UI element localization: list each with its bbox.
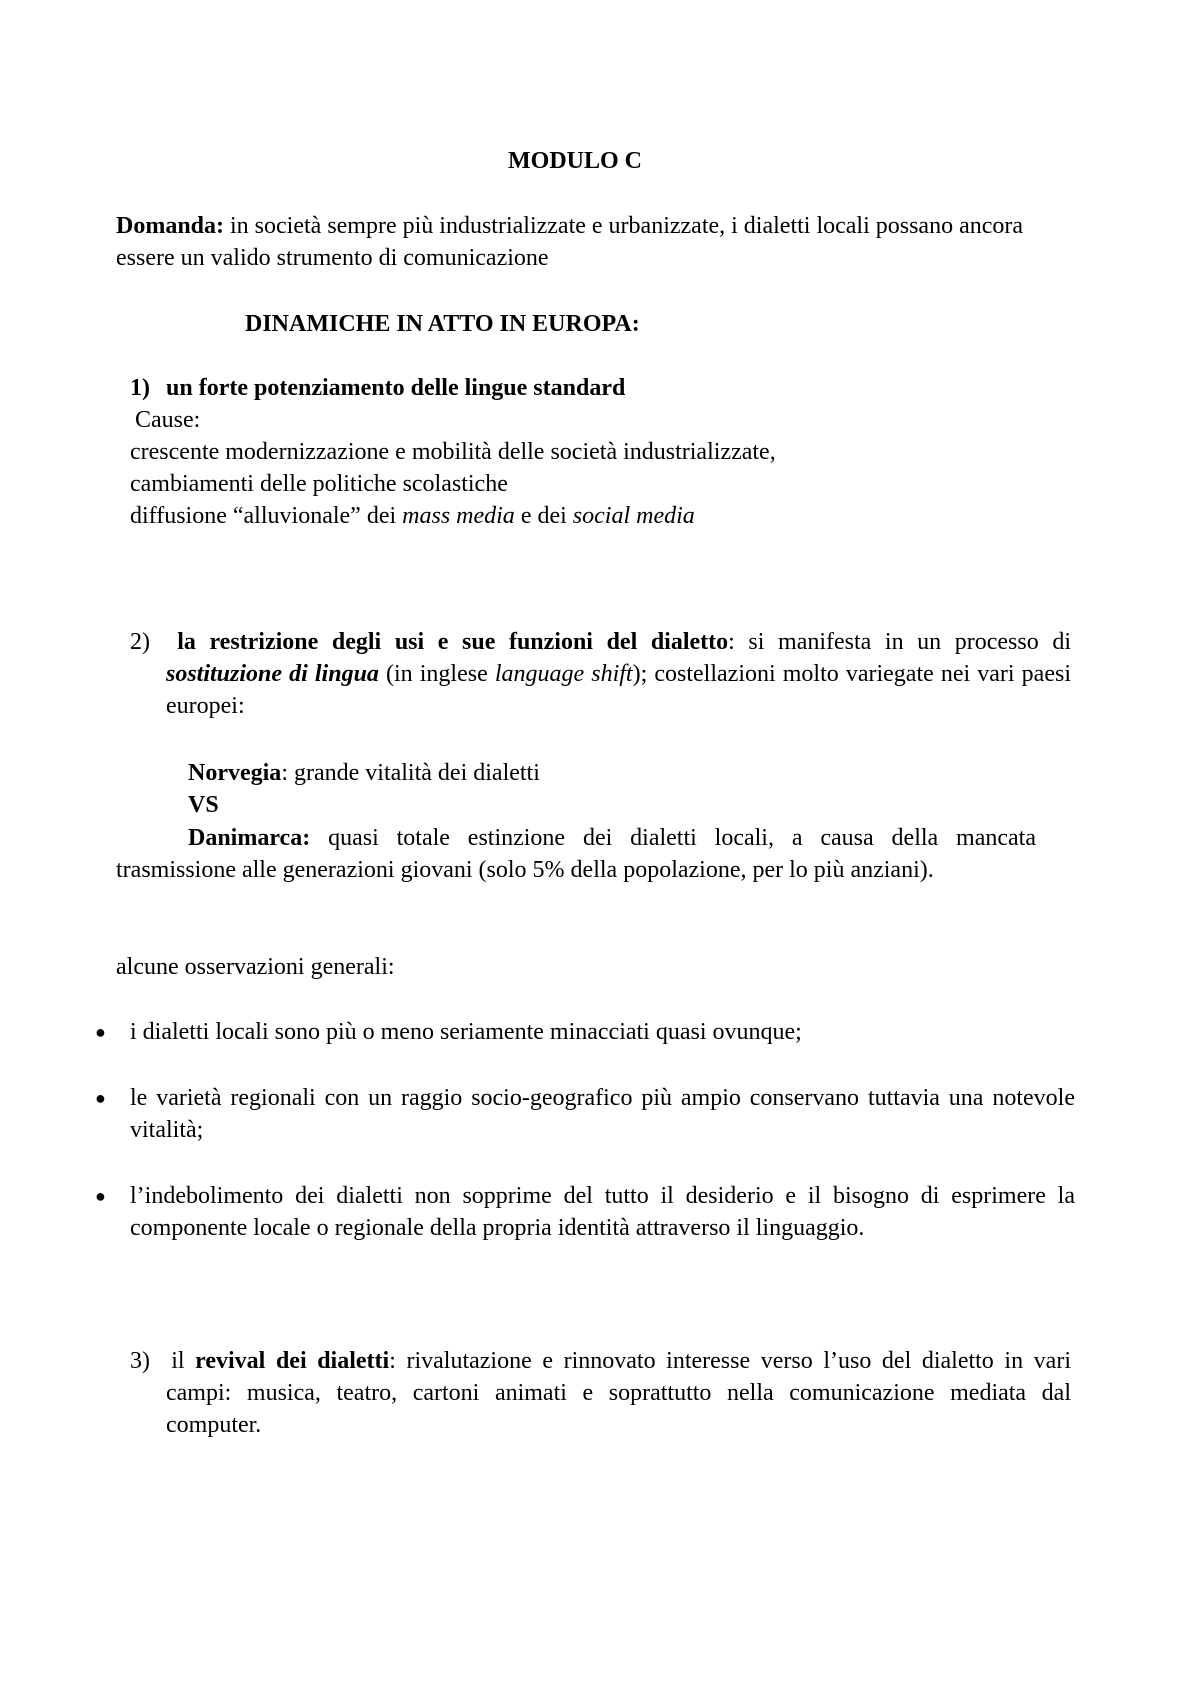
section-1-number: 1) <box>130 375 150 401</box>
section-2-text-a: : si manifesta in un processo di <box>728 629 1071 655</box>
cause-3-text: diffusione “alluvionale” dei <box>130 503 403 529</box>
causes-label: Cause: <box>135 407 201 433</box>
section-3-text-b: : rivalutazione e rinnovato interesse verso l’uso del dialetto in vari campi: musica, teatro, cartoni animati e soprattutto nella comunicazione mediata dal computer. <box>166 1348 1071 1438</box>
language-shift-term: language shift <box>494 661 633 687</box>
bullet-text-2: le varietà regionali con un raggio socio-geografico più ampio conservano tuttavia una notevole vitalità; <box>130 1085 1075 1143</box>
bullet-icon: ● <box>95 1022 106 1042</box>
bullet-icon: ● <box>95 1186 106 1206</box>
bullet-icon: ● <box>95 1088 106 1108</box>
cause-item-3 <box>130 500 1030 532</box>
bullet-item-2 <box>90 1082 1075 1146</box>
question-paragraph <box>116 210 1036 274</box>
section-2-text-c: (in inglese <box>378 661 495 687</box>
denmark-paragraph <box>116 822 1036 886</box>
section-3 <box>130 1345 1071 1441</box>
section-2-text-e: ); costellazioni molto variegate nei vari paesi europei: <box>166 661 1071 719</box>
denmark-label: Danimarca: <box>188 825 311 851</box>
general-observations: alcune osservazioni generali: <box>116 954 395 980</box>
denmark-text: quasi totale estinzione dei dialetti locali, a causa della mancata trasmissione alle generazioni giovani (solo 5% della popolazione, per lo più anziani). <box>116 825 1036 883</box>
bullet-item-3 <box>90 1180 1075 1244</box>
mass-media-term: mass media <box>402 503 515 529</box>
norway-text: : grande vitalità dei dialetti <box>281 760 540 786</box>
section-3-text-a: il <box>171 1348 196 1374</box>
cause-item-2: cambiamenti delle politiche scolastiche <box>130 471 508 497</box>
section-1 <box>130 372 1030 532</box>
vs-text: VS <box>188 792 219 818</box>
norway-line <box>188 757 1038 789</box>
norway-label: Norvegia <box>188 760 282 786</box>
section-3-title: revival dei dialetti <box>195 1348 390 1374</box>
dynamics-heading: DINAMICHE IN ATTO IN EUROPA: <box>245 311 640 337</box>
bullet-text-1: i dialetti locali sono più o meno seriamente minacciati quasi ovunque; <box>130 1019 802 1045</box>
section-1-title: un forte potenziamento delle lingue standard <box>166 375 626 401</box>
question-text: in società sempre più industrializzate e urbanizzate, i dialetti locali possano ancora essere un valido strumento di comunicazione <box>116 213 1024 271</box>
social-media-term: social media <box>572 503 695 529</box>
page-title: MODULO C <box>508 148 642 174</box>
question-label: Domanda: <box>116 213 225 239</box>
section-2 <box>130 626 1071 722</box>
section-2-number: 2) <box>130 629 150 655</box>
vs-label <box>188 789 1038 821</box>
bullet-item-1 <box>90 1016 1075 1048</box>
section-3-number: 3) <box>130 1348 150 1374</box>
section-1-heading <box>130 372 1030 404</box>
language-substitution-term: sostituzione di lingua <box>166 661 379 687</box>
cause-item-1: crescente modernizzazione e mobilità delle società industrializzate, <box>130 439 776 465</box>
cause-3-joiner: e dei <box>514 503 573 529</box>
section-2-title: la restrizione degli usi e sue funzioni del dialetto <box>177 629 729 655</box>
bullet-text-3: l’indebolimento dei dialetti non sopprime del tutto il desiderio e il bisogno di esprimere la componente locale o regionale della propria identità attraverso il linguaggio. <box>130 1183 1075 1241</box>
